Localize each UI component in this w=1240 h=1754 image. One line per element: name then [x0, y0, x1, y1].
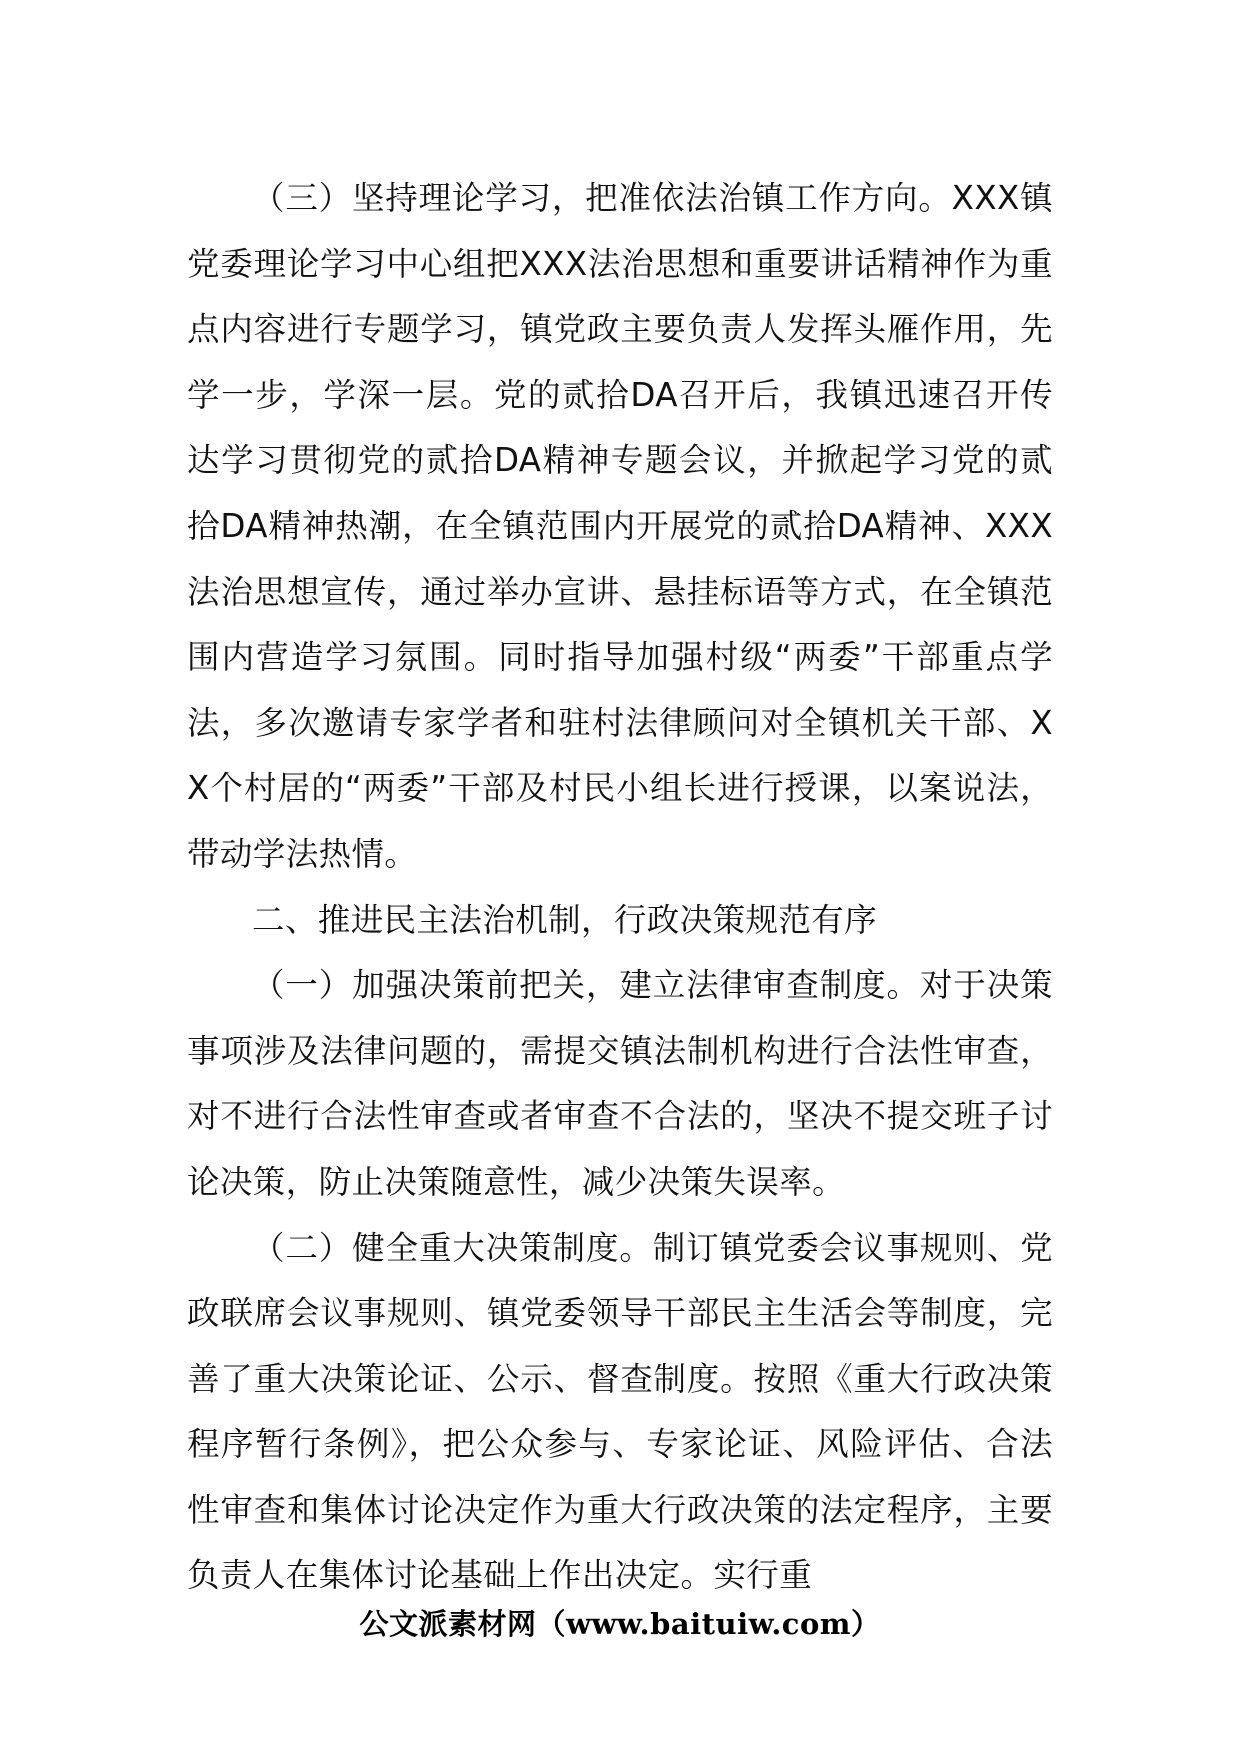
document-body: [187, 166, 1053, 1609]
paragraph-major-decision-system: （二）健全重大决策制度。制订镇党委会议事规则、党政联席会议事规则、镇党委领导干部民主生活会等制度，完善了重大决策论证、公示、督查制度。按照《重大行政决策程序暂行条例》，把公众参与、专家论证、风险评估、合法性审查和集体讨论决定作为重大行政决策的法定程序，主要负责人在集体讨论基础上作出决定。实行重: [187, 1228, 1053, 1595]
section-heading-democratic-rule-of-law: 二、推进民主法治机制，行政决策规范有序: [252, 900, 878, 939]
paragraph-theory-study: （三）坚持理论学习，把准依法治镇工作方向。XXX镇党委理论学习中心组把XXX法治思想和重要讲话精神作为重点内容进行专题学习，镇党政主要负责人发挥头雁作用，先学一步，学深一层。党的贰拾DA召开后，我镇迅速召开传达学习贯彻党的贰拾DA精神专题会议，并掀起学习党的贰拾DA精神热潮，在全镇范围内开展党的贰拾DA精神、XXX法治思想宣传，通过举办宣讲、悬挂标语等方式，在全镇范围内营造学习氛围。同时指导加强村级“两委”干部重点学法，多次邀请专家学者和驻村法律顾问对全镇机关干部、XX个村居的“两委”干部及村民小组长进行授课，以案说法，带动学法热情。: [187, 179, 1053, 873]
paragraph-legal-review: （一）加强决策前把关，建立法律审查制度。对于决策事项涉及法律问题的，需提交镇法制机构进行合法性审查，对不进行合法性审查或者审查不合法的，坚决不提交班子讨论决策，防止决策随意性，减少决策失误率。: [187, 966, 1053, 1201]
footer-watermark: 公文派素材网（www.baituiw.com）: [359, 1607, 881, 1641]
